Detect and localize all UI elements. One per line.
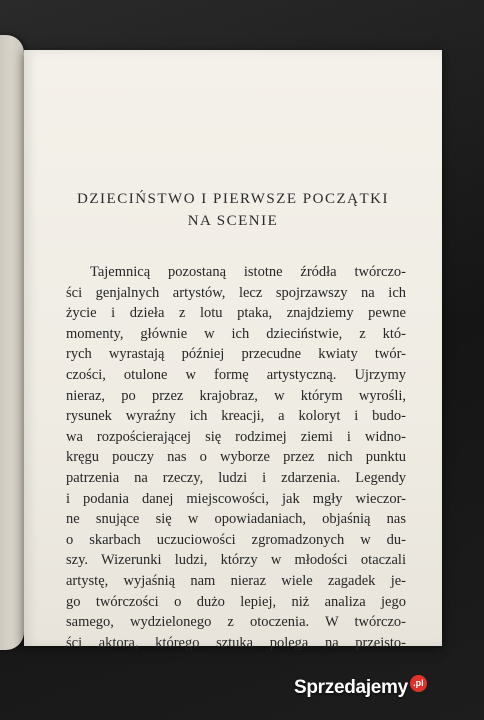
body-paragraph [66, 262, 406, 653]
text-line: i podania danej miejscowości, jak mgły wieczor- [66, 490, 406, 507]
watermark-logo [294, 670, 427, 706]
text-line: ści aktora, którego sztuka polega na przeisto- [66, 634, 406, 651]
text-line: czości, otulone w formę artystyczną. Ujrzymy [66, 366, 406, 383]
text-line: samego, wydzielonego z otoczenia. W twórczo- [66, 614, 406, 631]
text-line: artystę, wyjaśnią nam nieraz wiele zagadek je- [66, 572, 406, 589]
text-line: go twórczości o dużo lepiej, niż analiza jego [66, 593, 406, 610]
text-line: kręgu pouczy nas o wyborze przez nich punktu [66, 449, 406, 466]
watermark-text: Sprzedajemy [294, 677, 408, 698]
text-line: o skarbach uczuciowości zgromadzonych w du- [66, 531, 406, 548]
text-line: patrzenia na rzeczy, ludzi i zdarzenia. Legendy [66, 469, 406, 486]
watermark-badge: .pl [410, 675, 427, 692]
text-line: ne snujące się w opowiadaniach, objaśnią nas [66, 511, 406, 528]
text-line: rysunek wyraźny ich kreacji, a koloryt i budo- [66, 408, 406, 425]
chapter-title-line: DZIECIŃSTWO I PIERWSZE POCZĄTKI [77, 191, 389, 207]
chapter-title [44, 188, 422, 232]
text-line: rych wyrastają później przecudne kwiaty twór- [66, 346, 406, 363]
text-line: szy. Wizerunki ludzi, którzy w młodości otaczali [66, 552, 406, 569]
text-line: Tajemnicą pozostaną istotne źródła twórczo- [90, 264, 406, 280]
text-line: momenty, głównie w ich dzieciństwie, z któ- [66, 325, 406, 342]
chapter-title-line: NA SCENIE [187, 213, 279, 229]
text-line: życie i dzieła z lotu ptaka, znajdziemy pewne [66, 305, 406, 322]
text-line: ści genjalnych artystów, lecz spojrzawszy na ich [66, 284, 406, 301]
text-line: wa rozpościerającej się rodzimej ziemi i widno- [66, 428, 406, 445]
text-line: nieraz, po przez krajobraz, w którym wyrośli, [66, 387, 406, 404]
left-page-edge [0, 35, 24, 650]
